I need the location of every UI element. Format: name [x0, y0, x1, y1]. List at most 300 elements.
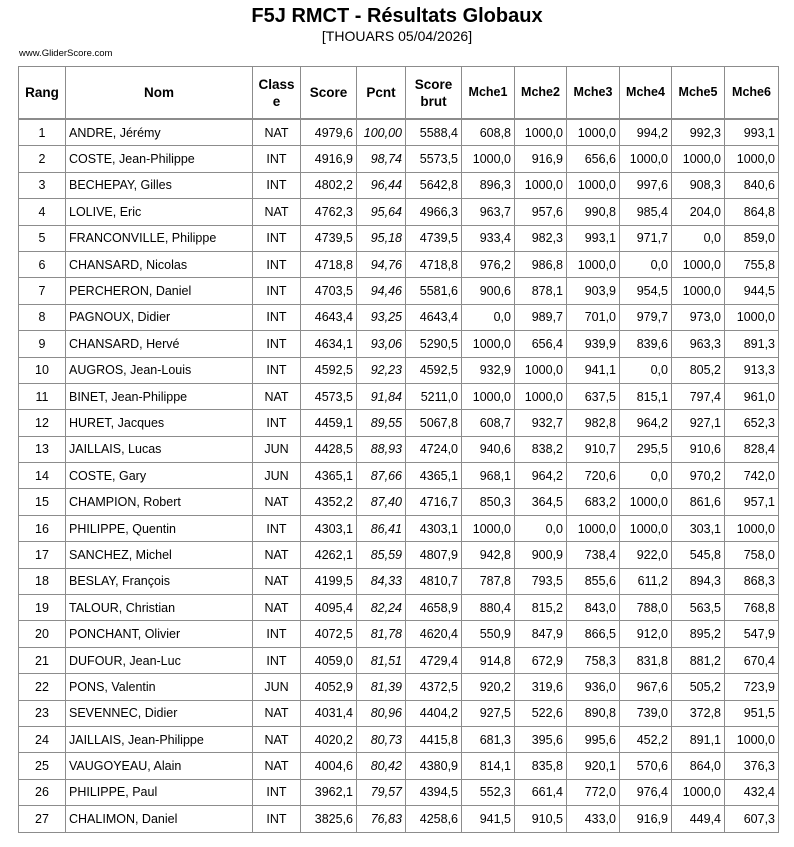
cell-pcnt: 96,44 — [357, 172, 406, 198]
cell-mche3: 995,6 — [567, 726, 620, 752]
table-row — [19, 647, 779, 673]
cell-score: 4059,0 — [301, 647, 357, 673]
cell-mche3: 656,6 — [567, 146, 620, 172]
cell-classe: JUN — [253, 436, 301, 462]
cell-mche5: 908,3 — [672, 172, 725, 198]
cell-rang: 3 — [19, 172, 66, 198]
cell-mche5: 963,3 — [672, 331, 725, 357]
cell-rang: 25 — [19, 753, 66, 779]
cell-mche4: 295,5 — [620, 436, 672, 462]
cell-score-brut: 4807,9 — [406, 542, 462, 568]
cell-score: 4459,1 — [301, 410, 357, 436]
cell-score: 4428,5 — [301, 436, 357, 462]
cell-classe: JUN — [253, 463, 301, 489]
cell-mche4: 0,0 — [620, 357, 672, 383]
cell-score-brut: 4380,9 — [406, 753, 462, 779]
cell-mche6: 961,0 — [725, 383, 779, 409]
cell-nom: CHALIMON, Daniel — [66, 806, 253, 832]
cell-mche1: 914,8 — [462, 647, 515, 673]
cell-mche2: 364,5 — [515, 489, 567, 515]
cell-score: 4979,6 — [301, 119, 357, 146]
cell-rang: 10 — [19, 357, 66, 383]
cell-mche2: 661,4 — [515, 779, 567, 805]
results-table — [18, 66, 779, 833]
table-row — [19, 119, 779, 146]
table-row — [19, 304, 779, 330]
cell-mche5: 864,0 — [672, 753, 725, 779]
cell-mche2: 522,6 — [515, 700, 567, 726]
cell-score-brut: 4739,5 — [406, 225, 462, 251]
cell-classe: JUN — [253, 674, 301, 700]
cell-mche2: 989,7 — [515, 304, 567, 330]
cell-mche3: 1000,0 — [567, 119, 620, 146]
table-row — [19, 806, 779, 832]
cell-classe: NAT — [253, 753, 301, 779]
cell-score: 4739,5 — [301, 225, 357, 251]
cell-pcnt: 94,76 — [357, 251, 406, 277]
cell-mche2: 964,2 — [515, 463, 567, 489]
cell-mche4: 954,5 — [620, 278, 672, 304]
cell-mche3: 758,3 — [567, 647, 620, 673]
page-title: F5J RMCT - Résultats Globaux — [251, 5, 543, 27]
cell-mche4: 916,9 — [620, 806, 672, 832]
cell-mche3: 982,8 — [567, 410, 620, 436]
header-row — [19, 67, 779, 120]
cell-mche2: 1000,0 — [515, 357, 567, 383]
cell-mche5: 0,0 — [672, 225, 725, 251]
cell-pcnt: 93,06 — [357, 331, 406, 357]
cell-mche5: 894,3 — [672, 568, 725, 594]
col-header-score-brut-line2: brut — [420, 93, 447, 109]
table-row — [19, 542, 779, 568]
cell-mche6: 1000,0 — [725, 146, 779, 172]
cell-score-brut: 4372,5 — [406, 674, 462, 700]
cell-pcnt: 87,40 — [357, 489, 406, 515]
cell-score-brut: 4415,8 — [406, 726, 462, 752]
cell-rang: 1 — [19, 119, 66, 146]
cell-mche5: 910,6 — [672, 436, 725, 462]
cell-score-brut: 4303,1 — [406, 515, 462, 541]
cell-mche5: 973,0 — [672, 304, 725, 330]
col-header-mche1: Mche1 — [462, 67, 515, 120]
cell-score: 4718,8 — [301, 251, 357, 277]
cell-score-brut: 4966,3 — [406, 199, 462, 225]
cell-mche3: 890,8 — [567, 700, 620, 726]
cell-score: 4643,4 — [301, 304, 357, 330]
cell-mche6: 1000,0 — [725, 515, 779, 541]
cell-mche2: 957,6 — [515, 199, 567, 225]
cell-mche5: 881,2 — [672, 647, 725, 673]
col-header-score-brut-line1: Score — [414, 76, 453, 92]
cell-score: 4052,9 — [301, 674, 357, 700]
table-row — [19, 383, 779, 409]
cell-mche3: 920,1 — [567, 753, 620, 779]
cell-mche4: 815,1 — [620, 383, 672, 409]
cell-nom: PHILIPPE, Paul — [66, 779, 253, 805]
cell-mche4: 976,4 — [620, 779, 672, 805]
col-header-mche2: Mche2 — [515, 67, 567, 120]
cell-mche3: 720,6 — [567, 463, 620, 489]
cell-score: 4634,1 — [301, 331, 357, 357]
cell-mche3: 433,0 — [567, 806, 620, 832]
cell-mche1: 896,3 — [462, 172, 515, 198]
cell-mche3: 701,0 — [567, 304, 620, 330]
cell-pcnt: 80,42 — [357, 753, 406, 779]
cell-mche6: 376,3 — [725, 753, 779, 779]
cell-classe: INT — [253, 806, 301, 832]
cell-classe: INT — [253, 779, 301, 805]
cell-classe: NAT — [253, 489, 301, 515]
table-row — [19, 779, 779, 805]
col-header-classe-line1: Class — [258, 76, 295, 92]
cell-classe: NAT — [253, 119, 301, 146]
cell-mche4: 994,2 — [620, 119, 672, 146]
cell-classe: NAT — [253, 700, 301, 726]
cell-score: 4095,4 — [301, 595, 357, 621]
cell-score-brut: 4658,9 — [406, 595, 462, 621]
cell-mche6: 944,5 — [725, 278, 779, 304]
cell-mche5: 449,4 — [672, 806, 725, 832]
cell-pcnt: 86,41 — [357, 515, 406, 541]
cell-rang: 18 — [19, 568, 66, 594]
cell-mche4: 1000,0 — [620, 515, 672, 541]
cell-rang: 4 — [19, 199, 66, 225]
table-row — [19, 753, 779, 779]
cell-mche4: 0,0 — [620, 251, 672, 277]
cell-score: 4916,9 — [301, 146, 357, 172]
cell-mche5: 204,0 — [672, 199, 725, 225]
cell-classe: INT — [253, 647, 301, 673]
table-row — [19, 568, 779, 594]
cell-classe: INT — [253, 225, 301, 251]
cell-mche5: 1000,0 — [672, 278, 725, 304]
cell-pcnt: 95,18 — [357, 225, 406, 251]
cell-nom: BECHEPAY, Gilles — [66, 172, 253, 198]
cell-pcnt: 95,64 — [357, 199, 406, 225]
cell-mche5: 545,8 — [672, 542, 725, 568]
cell-mche6: 993,1 — [725, 119, 779, 146]
cell-nom: PONCHANT, Olivier — [66, 621, 253, 647]
cell-score: 4762,3 — [301, 199, 357, 225]
cell-mche3: 1000,0 — [567, 251, 620, 277]
cell-mche3: 993,1 — [567, 225, 620, 251]
cell-mche4: 964,2 — [620, 410, 672, 436]
cell-nom: CHANSARD, Nicolas — [66, 251, 253, 277]
cell-rang: 23 — [19, 700, 66, 726]
cell-mche2: 847,9 — [515, 621, 567, 647]
cell-score-brut: 5588,4 — [406, 119, 462, 146]
cell-mche4: 997,6 — [620, 172, 672, 198]
cell-mche6: 957,1 — [725, 489, 779, 515]
cell-mche4: 912,0 — [620, 621, 672, 647]
cell-score-brut: 4365,1 — [406, 463, 462, 489]
col-header-mche3: Mche3 — [567, 67, 620, 120]
cell-mche5: 303,1 — [672, 515, 725, 541]
cell-mche5: 563,5 — [672, 595, 725, 621]
cell-nom: PERCHERON, Daniel — [66, 278, 253, 304]
cell-mche1: 608,8 — [462, 119, 515, 146]
cell-mche1: 608,7 — [462, 410, 515, 436]
cell-score: 4004,6 — [301, 753, 357, 779]
cell-rang: 5 — [19, 225, 66, 251]
cell-mche6: 913,3 — [725, 357, 779, 383]
cell-mche4: 1000,0 — [620, 146, 672, 172]
cell-mche5: 895,2 — [672, 621, 725, 647]
cell-pcnt: 100,00 — [357, 119, 406, 146]
cell-mche2: 1000,0 — [515, 172, 567, 198]
cell-rang: 7 — [19, 278, 66, 304]
cell-pcnt: 93,25 — [357, 304, 406, 330]
cell-rang: 17 — [19, 542, 66, 568]
cell-mche5: 992,3 — [672, 119, 725, 146]
cell-rang: 12 — [19, 410, 66, 436]
cell-rang: 15 — [19, 489, 66, 515]
cell-mche1: 900,6 — [462, 278, 515, 304]
cell-pcnt: 85,59 — [357, 542, 406, 568]
cell-mche2: 815,2 — [515, 595, 567, 621]
cell-mche2: 982,3 — [515, 225, 567, 251]
cell-mche1: 550,9 — [462, 621, 515, 647]
cell-mche4: 1000,0 — [620, 489, 672, 515]
cell-mche2: 656,4 — [515, 331, 567, 357]
cell-rang: 20 — [19, 621, 66, 647]
cell-mche4: 967,6 — [620, 674, 672, 700]
cell-score: 4352,2 — [301, 489, 357, 515]
cell-nom: FRANCONVILLE, Philippe — [66, 225, 253, 251]
cell-score-brut: 5290,5 — [406, 331, 462, 357]
cell-mche1: 927,5 — [462, 700, 515, 726]
cell-nom: SEVENNEC, Didier — [66, 700, 253, 726]
cell-mche2: 910,5 — [515, 806, 567, 832]
cell-score-brut: 4258,6 — [406, 806, 462, 832]
cell-mche5: 927,1 — [672, 410, 725, 436]
cell-classe: NAT — [253, 383, 301, 409]
table-row — [19, 515, 779, 541]
cell-mche1: 1000,0 — [462, 146, 515, 172]
results-body — [19, 119, 779, 832]
cell-nom: CHAMPION, Robert — [66, 489, 253, 515]
cell-nom: BINET, Jean-Philippe — [66, 383, 253, 409]
cell-score-brut: 4620,4 — [406, 621, 462, 647]
cell-pcnt: 81,78 — [357, 621, 406, 647]
cell-mche1: 0,0 — [462, 304, 515, 330]
cell-score-brut: 5581,6 — [406, 278, 462, 304]
cell-classe: INT — [253, 410, 301, 436]
cell-mche6: 1000,0 — [725, 726, 779, 752]
cell-mche3: 772,0 — [567, 779, 620, 805]
table-row — [19, 278, 779, 304]
cell-nom: VAUGOYEAU, Alain — [66, 753, 253, 779]
cell-classe: NAT — [253, 542, 301, 568]
cell-mche1: 552,3 — [462, 779, 515, 805]
table-row — [19, 146, 779, 172]
cell-mche6: 742,0 — [725, 463, 779, 489]
cell-mche3: 990,8 — [567, 199, 620, 225]
col-header-classe-line2: e — [272, 93, 281, 109]
cell-score-brut: 4716,7 — [406, 489, 462, 515]
cell-score: 4262,1 — [301, 542, 357, 568]
table-row — [19, 172, 779, 198]
cell-pcnt: 80,73 — [357, 726, 406, 752]
cell-score-brut: 4643,4 — [406, 304, 462, 330]
cell-mche2: 395,6 — [515, 726, 567, 752]
table-row — [19, 436, 779, 462]
cell-mche5: 970,2 — [672, 463, 725, 489]
cell-mche1: 933,4 — [462, 225, 515, 251]
cell-mche2: 878,1 — [515, 278, 567, 304]
cell-rang: 21 — [19, 647, 66, 673]
cell-score-brut: 4729,4 — [406, 647, 462, 673]
cell-pcnt: 81,51 — [357, 647, 406, 673]
cell-mche6: 768,8 — [725, 595, 779, 621]
cell-mche5: 797,4 — [672, 383, 725, 409]
cell-classe: INT — [253, 357, 301, 383]
cell-mche6: 891,3 — [725, 331, 779, 357]
cell-classe: NAT — [253, 568, 301, 594]
cell-rang: 11 — [19, 383, 66, 409]
col-header-mche5: Mche5 — [672, 67, 725, 120]
cell-mche3: 843,0 — [567, 595, 620, 621]
cell-mche5: 505,2 — [672, 674, 725, 700]
cell-score: 4703,5 — [301, 278, 357, 304]
col-header-classe — [253, 67, 301, 120]
cell-mche6: 859,0 — [725, 225, 779, 251]
cell-nom: TALOUR, Christian — [66, 595, 253, 621]
cell-mche2: 319,6 — [515, 674, 567, 700]
cell-pcnt: 88,93 — [357, 436, 406, 462]
cell-classe: INT — [253, 304, 301, 330]
cell-mche4: 831,8 — [620, 647, 672, 673]
cell-mche4: 839,6 — [620, 331, 672, 357]
cell-mche2: 1000,0 — [515, 383, 567, 409]
col-header-rang: Rang — [19, 67, 66, 120]
cell-mche1: 940,6 — [462, 436, 515, 462]
cell-mche1: 968,1 — [462, 463, 515, 489]
cell-mche2: 0,0 — [515, 515, 567, 541]
cell-mche1: 932,9 — [462, 357, 515, 383]
cell-rang: 9 — [19, 331, 66, 357]
cell-mche1: 1000,0 — [462, 383, 515, 409]
cell-mche2: 916,9 — [515, 146, 567, 172]
cell-nom: CHANSARD, Hervé — [66, 331, 253, 357]
cell-mche4: 979,7 — [620, 304, 672, 330]
cell-mche4: 611,2 — [620, 568, 672, 594]
cell-nom: BESLAY, François — [66, 568, 253, 594]
cell-pcnt: 91,84 — [357, 383, 406, 409]
cell-mche6: 652,3 — [725, 410, 779, 436]
cell-nom: ANDRE, Jérémy — [66, 119, 253, 146]
cell-classe: INT — [253, 172, 301, 198]
cell-mche6: 607,3 — [725, 806, 779, 832]
cell-mche1: 880,4 — [462, 595, 515, 621]
table-row — [19, 357, 779, 383]
table-row — [19, 251, 779, 277]
cell-mche5: 1000,0 — [672, 251, 725, 277]
site-credit: www.GliderScore.com — [19, 48, 113, 59]
cell-rang: 8 — [19, 304, 66, 330]
cell-mche2: 835,8 — [515, 753, 567, 779]
cell-score: 4020,2 — [301, 726, 357, 752]
cell-mche5: 1000,0 — [672, 779, 725, 805]
table-row — [19, 726, 779, 752]
cell-mche6: 755,8 — [725, 251, 779, 277]
cell-mche1: 1000,0 — [462, 331, 515, 357]
table-row — [19, 595, 779, 621]
cell-mche3: 738,4 — [567, 542, 620, 568]
event-subtitle: [THOUARS 05/04/2026] — [321, 28, 473, 44]
cell-classe: INT — [253, 278, 301, 304]
cell-score-brut: 5067,8 — [406, 410, 462, 436]
cell-mche6: 840,6 — [725, 172, 779, 198]
cell-score-brut: 4724,0 — [406, 436, 462, 462]
cell-mche3: 1000,0 — [567, 515, 620, 541]
cell-classe: NAT — [253, 199, 301, 225]
cell-nom: PONS, Valentin — [66, 674, 253, 700]
cell-mche5: 1000,0 — [672, 146, 725, 172]
cell-mche2: 986,8 — [515, 251, 567, 277]
cell-mche2: 793,5 — [515, 568, 567, 594]
cell-mche4: 570,6 — [620, 753, 672, 779]
cell-score: 4802,2 — [301, 172, 357, 198]
cell-mche4: 788,0 — [620, 595, 672, 621]
cell-nom: JAILLAIS, Lucas — [66, 436, 253, 462]
col-header-nom: Nom — [66, 67, 253, 120]
cell-nom: PAGNOUX, Didier — [66, 304, 253, 330]
cell-nom: HURET, Jacques — [66, 410, 253, 436]
cell-pcnt: 82,24 — [357, 595, 406, 621]
cell-mche4: 739,0 — [620, 700, 672, 726]
cell-mche5: 805,2 — [672, 357, 725, 383]
cell-mche3: 637,5 — [567, 383, 620, 409]
cell-mche1: 942,8 — [462, 542, 515, 568]
cell-mche2: 1000,0 — [515, 119, 567, 146]
cell-mche1: 1000,0 — [462, 515, 515, 541]
cell-mche3: 910,7 — [567, 436, 620, 462]
cell-nom: PHILIPPE, Quentin — [66, 515, 253, 541]
cell-rang: 22 — [19, 674, 66, 700]
cell-mche3: 683,2 — [567, 489, 620, 515]
cell-pcnt: 80,96 — [357, 700, 406, 726]
cell-mche4: 971,7 — [620, 225, 672, 251]
cell-pcnt: 81,39 — [357, 674, 406, 700]
cell-score: 4072,5 — [301, 621, 357, 647]
cell-nom: COSTE, Jean-Philippe — [66, 146, 253, 172]
cell-pcnt: 98,74 — [357, 146, 406, 172]
cell-pcnt: 79,57 — [357, 779, 406, 805]
cell-mche2: 932,7 — [515, 410, 567, 436]
table-row — [19, 674, 779, 700]
cell-score-brut: 4404,2 — [406, 700, 462, 726]
cell-mche6: 547,9 — [725, 621, 779, 647]
cell-mche4: 0,0 — [620, 463, 672, 489]
cell-mche4: 922,0 — [620, 542, 672, 568]
cell-mche4: 452,2 — [620, 726, 672, 752]
cell-mche3: 1000,0 — [567, 172, 620, 198]
cell-pcnt: 84,33 — [357, 568, 406, 594]
cell-mche1: 681,3 — [462, 726, 515, 752]
table-row — [19, 489, 779, 515]
table-row — [19, 621, 779, 647]
cell-classe: NAT — [253, 595, 301, 621]
cell-classe: NAT — [253, 726, 301, 752]
cell-score: 3825,6 — [301, 806, 357, 832]
cell-nom: COSTE, Gary — [66, 463, 253, 489]
cell-score: 4592,5 — [301, 357, 357, 383]
cell-nom: AUGROS, Jean-Louis — [66, 357, 253, 383]
cell-pcnt: 87,66 — [357, 463, 406, 489]
cell-mche5: 861,6 — [672, 489, 725, 515]
table-row — [19, 463, 779, 489]
